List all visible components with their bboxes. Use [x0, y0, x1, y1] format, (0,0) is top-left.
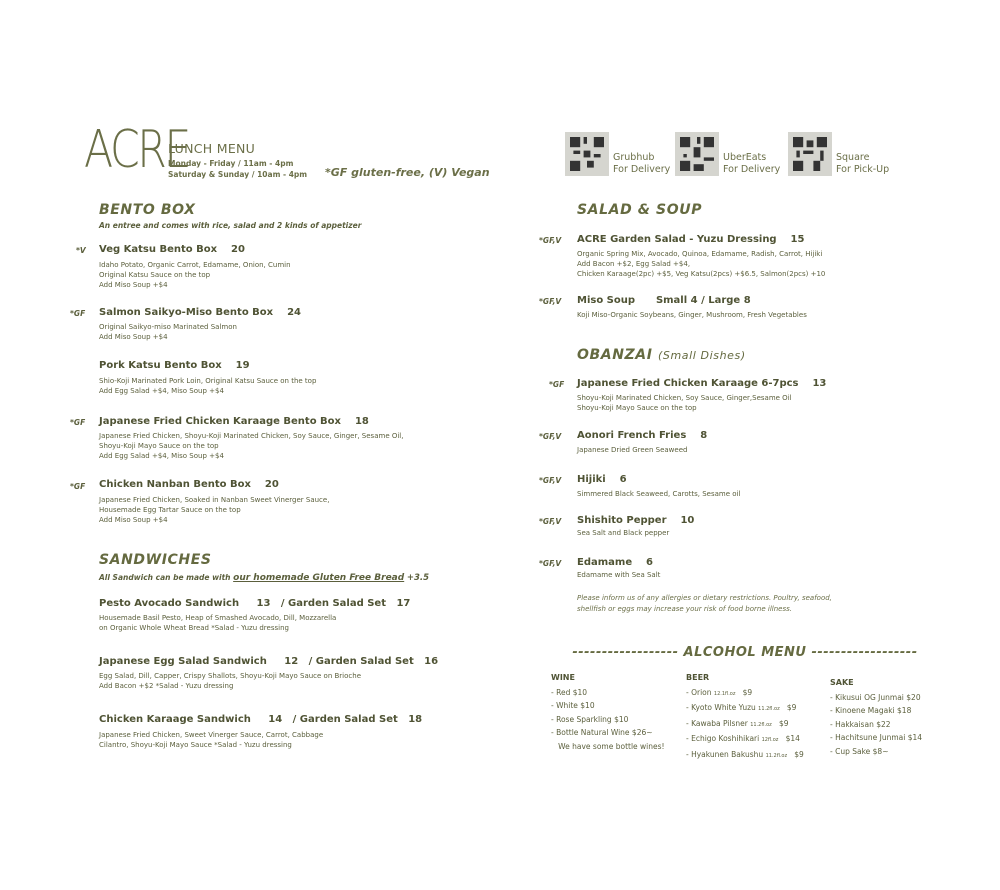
diet-tag: *GF	[549, 380, 565, 389]
menu-item-name: Aonori French Fries 8	[577, 430, 708, 441]
list-item: - Hyakunen Bakushu 11.2fl.oz $9	[686, 749, 804, 759]
list-item: - Kikusui OG Junmai $20	[830, 693, 921, 702]
salad-soup-title: SALAD & SOUP	[577, 202, 703, 218]
menu-item-desc: Japanese Fried Chicken, Soaked in Nanban Sweet Vinerger Sauce, Housemade Egg Tartar Sauce on the top Add Miso Soup +$4	[99, 496, 330, 524]
list-item: - White $10	[551, 701, 595, 711]
list-item: - Hachitsune Junmai $14	[830, 733, 923, 743]
menu-item-desc: Organic Spring Mix, Avocado, Quinoa, Edamame, Radish, Carrot, Hijiki Add Bacon +$2, Egg Salad +$4, Chicken Karaage(2pc) +$5, Veg Katsu(2pcs) +$6.5, Salmon(2pcs) +10	[577, 250, 826, 278]
bento-title: BENTO BOX	[99, 202, 196, 218]
sake-heading: SAKE	[830, 678, 854, 687]
sake-list	[830, 691, 922, 758]
square-label: Square For Pick-Up	[836, 152, 890, 175]
diet-tag: *GF,V	[539, 236, 562, 245]
menu-item-desc: Shoyu-Koji Marinated Chicken, Soy Sauce, Ginger,Sesame Oil Shoyu-Koji Mayo Sauce on the top	[577, 394, 792, 412]
diet-tag: *GF,V	[539, 559, 562, 568]
menu-item-desc: Egg Salad, Dill, Capper, Crispy Shallots, Shoyu-Koji Mayo Sauce on Brioche Add Bacon +$2 *Salad - Yuzu dressing	[99, 672, 362, 690]
menu-item-desc: Idaho Potato, Organic Carrot, Edamame, Onion, Cumin Original Katsu Sauce on the top Add Miso Soup +$4	[99, 261, 291, 289]
menu-item-desc: Koji Miso-Organic Soybeans, Ginger, Mushroom, Fresh Vegetables	[577, 311, 807, 319]
grubhub-qr-icon[interactable]	[565, 132, 609, 176]
alcohol-menu-title: ------------------ ALCOHOL MENU ------------------	[572, 645, 918, 660]
menu-item-desc: Japanese Dried Green Seaweed	[577, 446, 688, 454]
list-item: - Cup Sake $8~	[830, 746, 889, 756]
diet-tag: *GF	[70, 482, 86, 491]
menu-item-name: Japanese Fried Chicken Karaage Bento Box 18	[99, 416, 369, 427]
menu-item-name: Chicken Karaage Sandwich 14 / Garden Salad Set 18	[99, 714, 423, 725]
menu-item-desc: Simmered Black Seaweed, Carotts, Sesame oil	[577, 490, 741, 498]
menu-item-desc: Japanese Fried Chicken, Sweet Vinerger Sauce, Carrot, Cabbage Cilantro, Shoyu-Koji Mayo Sauce *Salad - Yuzu dressing	[99, 731, 324, 749]
menu-item-name: Japanese Egg Salad Sandwich 12 / Garden Salad Set 16	[99, 656, 439, 667]
list-item: - Kawaba Pilsner 11.2fl.oz $9	[686, 718, 789, 728]
ubereats-qr-icon[interactable]	[675, 132, 719, 176]
list-item: - Kyoto White Yuzu 11.2fl.oz $9	[686, 703, 797, 713]
menu-item-name: Shishito Pepper 10	[577, 515, 695, 526]
menu-item-name: Salmon Saikyo-Miso Bento Box 24	[99, 307, 301, 318]
square-qr-icon[interactable]	[788, 132, 832, 176]
menu-item-name: ACRE Garden Salad - Yuzu Dressing 15	[577, 234, 805, 245]
beer-heading: BEER	[686, 673, 710, 682]
wine-heading: WINE	[551, 673, 575, 682]
menu-item-name: Chicken Nanban Bento Box 20	[99, 479, 279, 490]
menu-item-name: Pork Katsu Bento Box 19	[99, 360, 250, 371]
item-price: 20	[264, 479, 279, 490]
sandwiches-subtitle: All Sandwich can be made with our homemade Gluten Free Bread +3.5	[99, 573, 430, 583]
diet-tag: *GF	[70, 418, 86, 427]
grubhub-label: Grubhub For Delivery	[613, 152, 671, 175]
lunch-menu-title: LUNCH MENU	[168, 141, 256, 156]
menu-item-name: Pesto Avocado Sandwich 13 / Garden Salad Set 17	[99, 598, 411, 609]
menu-item-name: Hijiki 6	[577, 474, 627, 485]
list-item: - Bottle Natural Wine $26~	[551, 728, 653, 738]
diet-tag: *GF,V	[539, 297, 562, 306]
bento-subtitle: An entree and comes with rice, salad and 2 kinds of appetizer	[99, 221, 362, 230]
menu-item-desc: Edamame with Sea Salt	[577, 571, 661, 579]
list-item: - Hakkaisan $22	[830, 719, 891, 729]
diet-tag: *GF,V	[539, 432, 562, 441]
diet-tag: *V	[76, 246, 86, 255]
gluten-free-bread-link: our homemade Gluten Free Bread	[233, 573, 405, 583]
acre-logo: ACRE	[84, 120, 189, 180]
diet-tag: *GF,V	[539, 517, 562, 526]
menu-item-name: Miso Soup Small 4 / Large 8	[577, 295, 751, 306]
hours-weekday: Monday - Friday / 11am - 4pm	[168, 159, 294, 168]
diet-tag: *GF	[70, 309, 86, 318]
menu-item-desc: Housemade Basil Pesto, Heap of Smashed Avocado, Dill, Mozzarella on Organic Whole Wheat Bread *Salad - Yuzu dressing	[99, 614, 337, 632]
menu-item-name: Edamame 6	[577, 557, 654, 568]
ubereats-label: UberEats For Delivery	[723, 152, 781, 175]
menu-item-desc: Sea Salt and Black pepper	[577, 529, 670, 537]
list-item: We have some bottle wines!	[551, 741, 665, 751]
list-item: - Rose Sparkling $10	[551, 714, 629, 724]
list-item: - Kinoene Magaki $18	[830, 706, 912, 716]
diet-tag: *GF,V	[539, 476, 562, 485]
item-price: 18	[354, 416, 369, 427]
menu-item-desc: Japanese Fried Chicken, Shoyu-Koji Marinated Chicken, Soy Sauce, Ginger, Sesame Oil, Shoyu-Koji Mayo Sauce on the top Add Egg Salad +$4, Miso Soup +$4	[99, 432, 404, 460]
menu-item-desc: Original Saikyo-miso Marinated Salmon Add Miso Soup +$4	[99, 323, 237, 341]
menu-item-name: Veg Katsu Bento Box 20	[99, 244, 245, 255]
list-item: - Orion 12.1fl.oz $9	[686, 688, 753, 697]
list-item: - Red $10	[551, 688, 588, 697]
beer-list	[686, 686, 804, 763]
item-price: 20	[230, 244, 245, 255]
item-price: 24	[287, 307, 301, 318]
obanzai-title: OBANZAI (Small Dishes)	[577, 347, 746, 363]
hours-weekend: Saturday & Sunday / 10am - 4pm	[168, 170, 308, 179]
item-price: 19	[235, 360, 250, 371]
allergy-note: Please inform us of any allergies or dietary restrictions. Poultry, seafood, shellfish or eggs may increase your risk of food borne illness.	[577, 594, 832, 613]
menu-item-desc: Shio-Koji Marinated Pork Loin, Original Katsu Sauce on the top Add Egg Salad +$4, Miso Soup +$4	[99, 377, 317, 395]
sandwiches-title: SANDWICHES	[99, 552, 212, 568]
list-item: - Echigo Koshihikari 12fl.oz $14	[686, 734, 800, 744]
menu-item-name: Japanese Fried Chicken Karaage 6-7pcs 13	[577, 378, 827, 389]
wine-list	[551, 686, 665, 753]
dietary-note: *GF gluten-free, (V) Vegan	[325, 166, 490, 179]
